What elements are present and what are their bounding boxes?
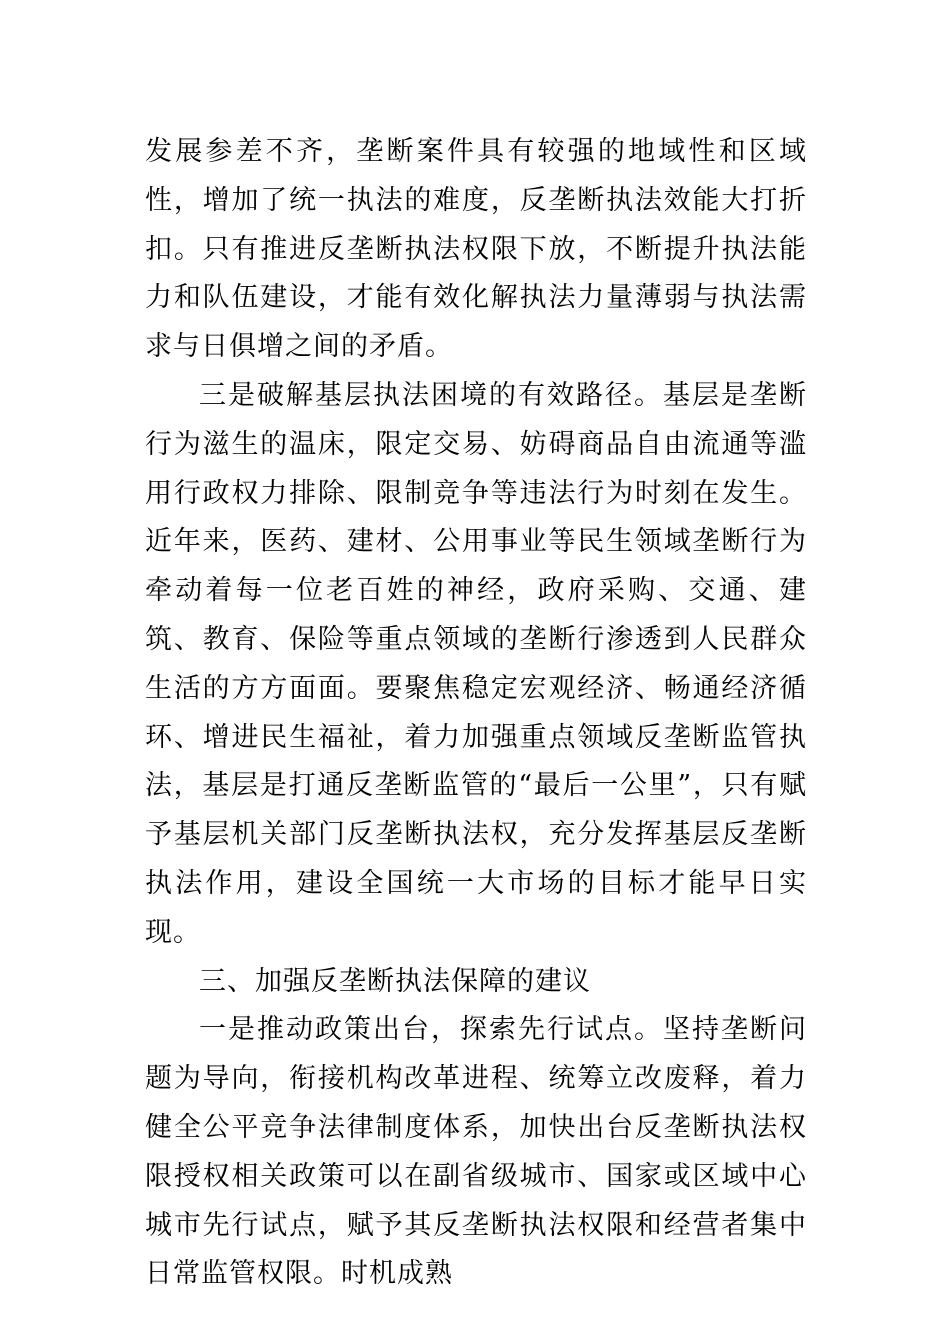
section-heading: 三、加强反垄断执法保障的建议: [199, 965, 591, 997]
paragraph-point-three: 三是破解基层执法困境的有效路径。基层是垄断行为滋生的温床，限定交易、妨碍商品自由流通等滥用行政权力排除、限制竞争等违法行为时刻在发生。近年来，医药、建材、公用事业等民生领域垄断行为牵动着每一位老百姓的神经，政府采购、交通、建筑、教育、保险等重点领域的垄断行渗透到人民群众生活的方方面面。要聚焦稳定宏观经济、畅通经济循环、增进民生福祉，着力加强重点领域反垄断监管执法，基层是打通反垄断监管的“最后一公里”，只有赋予基层机关部门反垄断执法权，充分发挥基层反垄断执法作用，建设全国统一大市场的目标才能早日实现。: [145, 379, 807, 948]
paragraph-point-one: 一是推动政策出台，探索先行试点。坚持垄断问题为导向，衔接机构改革进程、统筹立改废释，着力健全公平竞争法律制度体系，加快出台反垄断执法权限授权相关政策可以在副省级城市、国家或区域中心城市先行试点，赋予其反垄断执法权限和经营者集中日常监管权限。时机成熟: [145, 1014, 807, 1290]
document-body: [145, 128, 807, 1299]
paragraph-continuation: 发展参差不齐，垄断案件具有较强的地域性和区域性，增加了统一执法的难度，反垄断执法效能大打折扣。只有推进反垄断执法权限下放，不断提升执法能力和队伍建设，才能有效化解执法力量薄弱与执法需求与日俱增之间的矛盾。: [145, 136, 807, 363]
